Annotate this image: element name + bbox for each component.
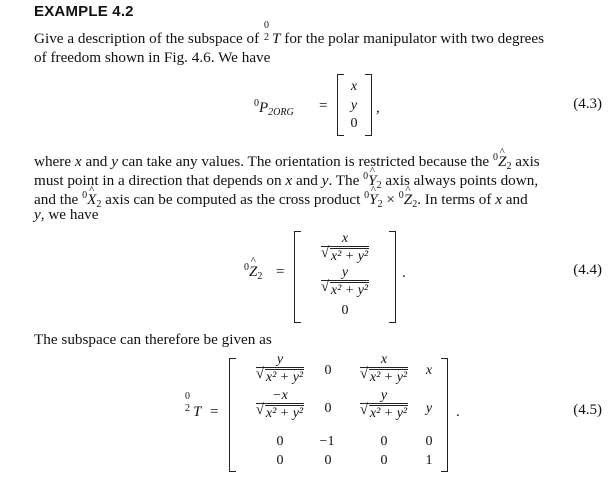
eq45-left-bracket — [229, 358, 236, 472]
eq45-r1c2: 0 — [324, 363, 332, 378]
example-heading: EXAMPLE 4.2 — [34, 3, 134, 20]
eq45-number: (4.5) — [573, 402, 602, 418]
eq44-row-2: y √ x² + y² — [320, 265, 369, 298]
eq44-number: (4.4) — [573, 262, 602, 278]
eq45-r3c2: −1 — [319, 434, 335, 449]
intro-line-1: Give a description of the subspace of 0 2 T for the polar manipulator with two degrees — [34, 20, 545, 47]
eq43-number: (4.3) — [573, 96, 602, 112]
eq45-r3c1: 0 — [276, 434, 284, 449]
textbook-page: EXAMPLE 4.2 Give a description of the subspace of 0 2 T for the polar manipulator with two degrees of freedom shown in Fig. 4.6. We have $^0P_{2ORG}$ = x y 0 , (4.3) where x and y can take any values. The orientation is restricted because the $^0$^ $Z_2$ axis must point in a direction that depends on x and y. The $^0$^ $Y_2$ axis always points down, and the $^0$^ $X_2$ axis can be computed as the cross product $^0$^ $Y_2$ × $^0$^ $Z_2$. In terms of x and y, we have $^0$^ $Z_2$ = x √ x² + y² y √ x² + y² 0 . (4.4) The subspace can therefore be given as 0 2 T = y √ x² + y² 0 x √ x² + y² x −x √ x² + y² 0 y √ x² + y² y 0 −1 0 0 0 0 0 1 . (4.5) — [0, 0, 616, 480]
eq45-r2c1: −x √ x² + y² — [255, 388, 304, 421]
eq43-lhs: $^0P_{2ORG}$ — [254, 98, 294, 118]
intro-line-2: of freedom shown in Fig. 4.6. We have — [34, 49, 271, 66]
intro-paragraph — [34, 20, 608, 67]
eq45-r3c3: 0 — [380, 434, 388, 449]
eq45-equals: = — [210, 404, 219, 420]
eq44-left-bracket — [294, 231, 301, 323]
eq44-row-3: 0 — [341, 303, 349, 318]
eq45-r3c4: 0 — [425, 434, 433, 449]
eq45-r1c3: x √ x² + y² — [359, 352, 408, 385]
eq45-r1c1: y √ x² + y² — [255, 352, 304, 385]
eq45-r2c3: y √ x² + y² — [359, 388, 408, 421]
eq43-vector-zero: 0 — [350, 116, 358, 131]
eq43-equals: = — [319, 98, 328, 114]
orientation-paragraph: where x and y can take any values. The orientation is restricted because the $^0$^ $Z_2$ axis must point in a direction that depends on x and y. The $^0$^ $Y_2$ axis always points down, and the $^0$^ $X_2$ axis can be computed as the cross product $^0$^ $Y_2$ × $^0$^ $Z_2$. In terms of x and y, we have — [34, 148, 608, 224]
eq44-lhs: $^0$^ $Z_2$ — [244, 262, 262, 282]
eq45-r4c3: 0 — [380, 453, 388, 468]
eq45-r4c4: 1 — [425, 453, 433, 468]
eq45-r2c4: y — [425, 401, 433, 416]
eq43-vector-x: x — [350, 79, 358, 94]
eq45-lhs: 0 2 T — [185, 391, 202, 420]
eq45-right-bracket — [441, 358, 448, 472]
subspace-paragraph: The subspace can therefore be given as — [34, 331, 272, 348]
eq45-r4c2: 0 — [324, 453, 332, 468]
eq43-right-bracket — [365, 74, 372, 136]
eq45-r2c2: 0 — [324, 401, 332, 416]
transform-symbol: T — [272, 30, 281, 47]
eq45-r4c1: 0 — [276, 453, 284, 468]
eq44-right-bracket — [389, 231, 396, 323]
eq44-equals: = — [276, 264, 285, 280]
eq43-vector-y: y — [350, 98, 358, 113]
eq44-row-1: x √ x² + y² — [320, 231, 369, 264]
eq45-r1c4: x — [425, 363, 433, 378]
